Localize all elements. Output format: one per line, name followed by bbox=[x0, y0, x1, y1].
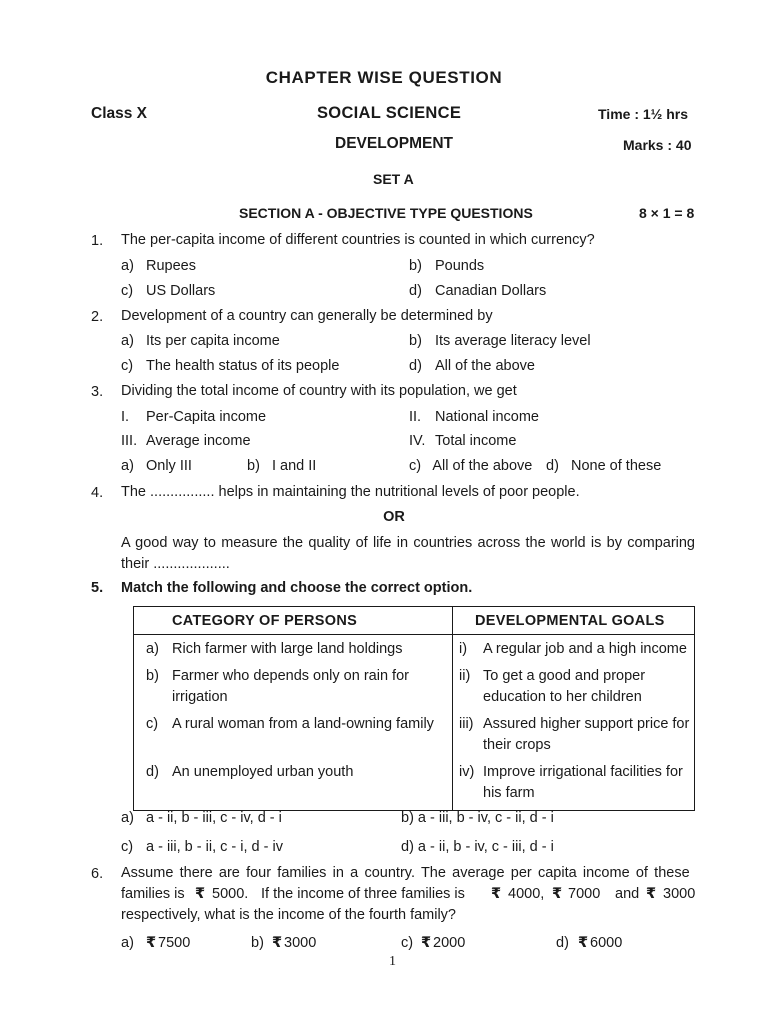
income-value: 7000 bbox=[568, 886, 601, 902]
question-text-line: If the income of three families is bbox=[261, 886, 465, 902]
option-label: d) bbox=[409, 283, 422, 299]
category-text: An unemployed urban youth bbox=[172, 764, 354, 780]
option-text: Canadian Dollars bbox=[435, 283, 547, 299]
option-b: b) I and II bbox=[247, 458, 317, 474]
or-separator: OR bbox=[383, 509, 405, 525]
rupee-icon: ₹ bbox=[146, 935, 157, 951]
question-number: 1. bbox=[91, 233, 104, 249]
statement-text: Total income bbox=[435, 433, 517, 449]
rupee-icon: ₹ bbox=[646, 886, 657, 902]
option-label: b) bbox=[409, 258, 422, 274]
rupee-icon: ₹ bbox=[421, 935, 432, 951]
time-label: Time : 1½ hrs bbox=[598, 106, 689, 122]
option-label: d) bbox=[409, 358, 422, 374]
class-label: Class X bbox=[91, 105, 148, 122]
row-label: i) bbox=[459, 641, 468, 657]
option-text: Pounds bbox=[435, 258, 485, 274]
table-header-right: DEVELOPMENTAL GOALS bbox=[453, 607, 695, 635]
table-row bbox=[134, 711, 695, 759]
statement-label: IV. bbox=[409, 433, 426, 449]
goal-text: Improve irrigational facilities for his farm bbox=[483, 764, 683, 801]
statement-label: III. bbox=[121, 433, 138, 449]
statement-text: Per-Capita income bbox=[146, 409, 267, 425]
option-text: 2000 bbox=[433, 935, 466, 951]
option-label: c) bbox=[121, 839, 134, 855]
option-label: a) bbox=[121, 258, 134, 274]
option-text: a - ii, b - iii, c - iv, d - i bbox=[146, 810, 282, 826]
document-title: CHAPTER WISE QUESTION bbox=[265, 68, 503, 87]
rupee-icon: ₹ bbox=[491, 886, 502, 902]
option-label: c) bbox=[401, 935, 414, 951]
question-number: 2. bbox=[91, 309, 104, 325]
row-label: iii) bbox=[459, 716, 474, 732]
question-text: Development of a country can generally be determined by bbox=[121, 308, 493, 324]
option-label: c) bbox=[121, 283, 134, 299]
statement-label: I. bbox=[121, 409, 130, 425]
section-marks: 8 × 1 = 8 bbox=[639, 205, 695, 221]
option-text: All of the above bbox=[435, 358, 535, 374]
row-label: d) bbox=[146, 764, 159, 780]
option-label: a) bbox=[121, 935, 134, 951]
question-text-line: families is bbox=[121, 886, 185, 902]
option-d: d) a - ii, b - iv, c - iii, d - i bbox=[401, 839, 554, 855]
option-text: 7500 bbox=[158, 935, 191, 951]
match-table bbox=[133, 606, 695, 811]
option-label: b) bbox=[251, 935, 264, 951]
table-header-left: CATEGORY OF PERSONS bbox=[134, 607, 453, 635]
question-text-line: Assume there are four families in a country. The average per capita income of these bbox=[121, 865, 690, 881]
section-heading: SECTION A - OBJECTIVE TYPE QUESTIONS bbox=[239, 205, 533, 221]
statement-text: National income bbox=[435, 409, 539, 425]
table-row bbox=[134, 759, 695, 811]
option-label: d) bbox=[556, 935, 569, 951]
table-row bbox=[134, 635, 695, 664]
question-text: Dividing the total income of country with its population, we get bbox=[121, 383, 517, 399]
goal-text: Assured higher support price for their crops bbox=[483, 716, 690, 753]
option-label: a) bbox=[121, 333, 134, 349]
question-text-line: and bbox=[615, 886, 640, 902]
marks-label: Marks : 40 bbox=[623, 137, 692, 153]
question-text: The ................ helps in maintaining the nutritional levels of poor people. bbox=[121, 484, 580, 500]
question-number: 4. bbox=[91, 485, 104, 501]
option-text: Its per capita income bbox=[146, 333, 280, 349]
option-text: The health status of its people bbox=[146, 358, 340, 374]
row-label: ii) bbox=[459, 668, 471, 684]
option-text: a - iii, b - ii, c - i, d - iv bbox=[146, 839, 283, 855]
goal-text: To get a good and proper education to her children bbox=[483, 668, 646, 705]
option-b: b) a - iii, b - iv, c - ii, d - i bbox=[401, 810, 554, 826]
option-d: d) None of these bbox=[546, 458, 662, 474]
goal-text: A regular job and a high income bbox=[483, 641, 687, 657]
category-text: Rich farmer with large land holdings bbox=[172, 641, 403, 657]
income-value: 5000. bbox=[212, 886, 249, 902]
table-row bbox=[134, 663, 695, 711]
rupee-icon: ₹ bbox=[578, 935, 589, 951]
rupee-icon: ₹ bbox=[195, 886, 206, 902]
question-number: 6. bbox=[91, 866, 104, 882]
option-label: b) bbox=[409, 333, 422, 349]
option-text: 6000 bbox=[590, 935, 623, 951]
option-label: a) bbox=[121, 810, 134, 826]
rupee-icon: ₹ bbox=[552, 886, 563, 902]
option-c: c) All of the above bbox=[409, 458, 533, 474]
income-value: 4000, bbox=[508, 886, 545, 902]
row-label: iv) bbox=[459, 764, 475, 780]
category-text: Farmer who depends only on rain for irrigation bbox=[172, 668, 409, 705]
option-text: 3000 bbox=[284, 935, 317, 951]
option-label: c) bbox=[121, 358, 134, 374]
statement-text: Average income bbox=[146, 433, 251, 449]
income-value: 3000 bbox=[663, 886, 696, 902]
option-text: Its average literacy level bbox=[435, 333, 591, 349]
rupee-icon: ₹ bbox=[272, 935, 283, 951]
category-text: A rural woman from a land-owning family bbox=[172, 716, 434, 732]
row-label: c) bbox=[146, 716, 159, 732]
statement-label: II. bbox=[409, 409, 422, 425]
question-text-line: respectively, what is the income of the fourth family? bbox=[121, 907, 456, 923]
row-label: a) bbox=[146, 641, 159, 657]
set-label: SET A bbox=[373, 171, 414, 187]
page-number: 1 bbox=[389, 954, 396, 969]
chapter-label: DEVELOPMENT bbox=[335, 135, 453, 152]
question-text: The per-capita income of different countries is counted in which currency? bbox=[121, 232, 595, 248]
row-label: b) bbox=[146, 668, 159, 684]
question-text: Match the following and choose the correct option. bbox=[121, 580, 473, 596]
subject-label: SOCIAL SCIENCE bbox=[317, 104, 462, 122]
option-a: a) Only III bbox=[121, 458, 192, 474]
question-number: 5. bbox=[91, 580, 104, 596]
question-number: 3. bbox=[91, 384, 104, 400]
alternate-question-text: A good way to measure the quality of life in countries across the world is by comparing their ................... bbox=[121, 535, 695, 572]
option-text: US Dollars bbox=[146, 283, 216, 299]
option-text: Rupees bbox=[146, 258, 196, 274]
